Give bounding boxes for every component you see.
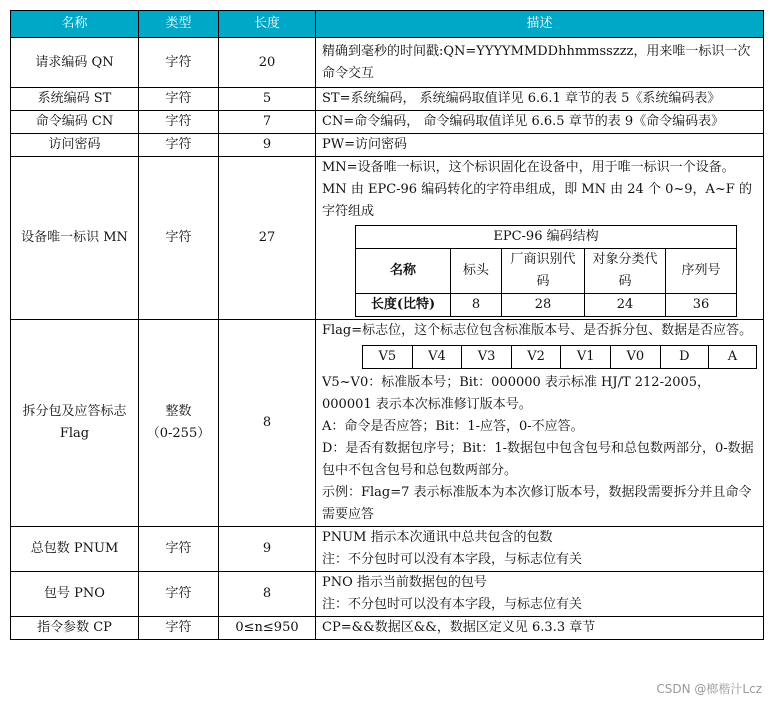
flag-bit: V5 [363, 346, 413, 369]
cell-length: 0≤n≤950 [219, 617, 316, 640]
cell-type: 字符 [139, 617, 219, 640]
table-row-qn [11, 38, 764, 88]
flag-desc-line-1: Flag=标志位，这个标志位包含标准版本号、是否拆分包、数据是否应答。 [322, 323, 753, 338]
epc-length-3: 24 [585, 294, 666, 317]
pno-desc-line-2: 注：不分包时可以没有本字段，与标志位有关 [322, 597, 583, 612]
cell-type: 字符 [139, 527, 219, 572]
cell-length: 5 [219, 88, 316, 111]
cell-length: 20 [219, 38, 316, 88]
cell-type: 字符 [139, 88, 219, 111]
table-row-flag [11, 320, 764, 527]
flag-bit: A [708, 346, 756, 369]
epc-header-2: 厂商识别代码 [502, 249, 585, 294]
cell-type: 字符 [139, 572, 219, 617]
epc-title: EPC-96 编码结构 [356, 226, 737, 249]
cell-length: 8 [219, 572, 316, 617]
flag-desc-line-3: A：命令是否应答；Bit：1-应答，0-不应答。 [322, 419, 584, 434]
mn-desc-line-1: MN=设备唯一标识，这个标识固化在设备中，用于唯一标识一个设备。 [322, 160, 735, 175]
cell-name: 设备唯一标识 MN [11, 157, 139, 320]
table-row-st [11, 88, 764, 111]
epc-length-2: 28 [502, 294, 585, 317]
flag-bit: V4 [412, 346, 462, 369]
watermark: CSDN @榔楷汁Lcz [656, 682, 762, 696]
cell-length: 9 [219, 527, 316, 572]
cell-name: 访问密码 [11, 134, 139, 157]
cell-type: 字符 [139, 134, 219, 157]
cell-desc: PW=访问密码 [316, 134, 764, 157]
cell-desc [316, 320, 764, 527]
mn-desc-line-2: MN 由 EPC-96 编码转化的字符串组成，即 MN 由 24 个 0~9，A~F 的字符组成 [322, 182, 752, 219]
table-row-pno [11, 572, 764, 617]
flag-desc-line-2: V5~V0：标准版本号；Bit：000000 表示标准 HJ/T 212-2005，000001 表示本次标准修订版本号。 [322, 375, 711, 412]
header-name: 名称 [11, 11, 139, 38]
pno-desc-line-1: PNO 指示当前数据包的包号 [322, 575, 487, 590]
cell-desc [316, 157, 764, 320]
flag-bit: V3 [462, 346, 512, 369]
cell-desc: 精确到毫秒的时间戳:QN=YYYYMMDDhhmmsszzz，用来唯一标识一次命令交互 [316, 38, 764, 88]
table-row-pnum [11, 527, 764, 572]
flag-type-range: （0-255） [146, 426, 211, 441]
cell-length: 27 [219, 157, 316, 320]
epc-length-label: 长度(比特) [356, 294, 451, 317]
flag-desc-line-5: 示例：Flag=7 表示标准版本为本次修订版本号，数据段需要拆分并且命令需要应答 [322, 485, 752, 522]
epc-header-3: 对象分类代码 [585, 249, 666, 294]
flag-bits-table [362, 345, 757, 369]
cell-desc [316, 572, 764, 617]
header-desc: 描述 [316, 11, 764, 38]
cell-type: 字符 [139, 38, 219, 88]
cell-type: 字符 [139, 111, 219, 134]
cell-length: 9 [219, 134, 316, 157]
cell-desc: CP=&&数据区&&，数据区定义见 6.3.3 章节 [316, 617, 764, 640]
cell-name: 请求编码 QN [11, 38, 139, 88]
cell-name: 命令编码 CN [11, 111, 139, 134]
cell-name: 总包数 PNUM [11, 527, 139, 572]
header-type: 类型 [139, 11, 219, 38]
pnum-desc-line-1: PNUM 指示本次通讯中总共包含的包数 [322, 530, 553, 545]
flag-bit: D [660, 346, 708, 369]
table-row-cn [11, 111, 764, 134]
protocol-field-table [10, 10, 764, 640]
cell-desc [316, 527, 764, 572]
header-length: 长度 [219, 11, 316, 38]
flag-bit: V0 [611, 346, 661, 369]
table-header-row [11, 11, 764, 38]
cell-desc: CN=命令编码， 命令编码取值详见 6.6.5 章节的表 9《命令编码表》 [316, 111, 764, 134]
epc-header-name: 名称 [356, 249, 451, 294]
cell-name: 拆分包及应答标志 Flag [11, 320, 139, 527]
table-row-cp [11, 617, 764, 640]
epc-header-4: 序列号 [666, 249, 737, 294]
flag-bit: V1 [561, 346, 611, 369]
table-row-pw [11, 134, 764, 157]
cell-type: 字符 [139, 157, 219, 320]
epc-structure-table [355, 225, 737, 317]
pnum-desc-line-2: 注：不分包时可以没有本字段，与标志位有关 [322, 552, 583, 567]
cell-desc: ST=系统编码， 系统编码取值详见 6.6.1 章节的表 5《系统编码表》 [316, 88, 764, 111]
cell-name: 指令参数 CP [11, 617, 139, 640]
cell-length: 8 [219, 320, 316, 527]
flag-desc-line-4: D：是否有数据包序号；Bit：1-数据包中包含包号和总包数两部分，0-数据包中不包含包号和总包数两部分。 [322, 441, 754, 478]
epc-header-1: 标头 [451, 249, 502, 294]
flag-type: 整数 [165, 404, 192, 419]
cell-name: 包号 PNO [11, 572, 139, 617]
cell-type [139, 320, 219, 527]
cell-length: 7 [219, 111, 316, 134]
flag-bit: V2 [511, 346, 561, 369]
epc-length-1: 8 [451, 294, 502, 317]
table-row-mn [11, 157, 764, 320]
epc-length-4: 36 [666, 294, 737, 317]
cell-name: 系统编码 ST [11, 88, 139, 111]
